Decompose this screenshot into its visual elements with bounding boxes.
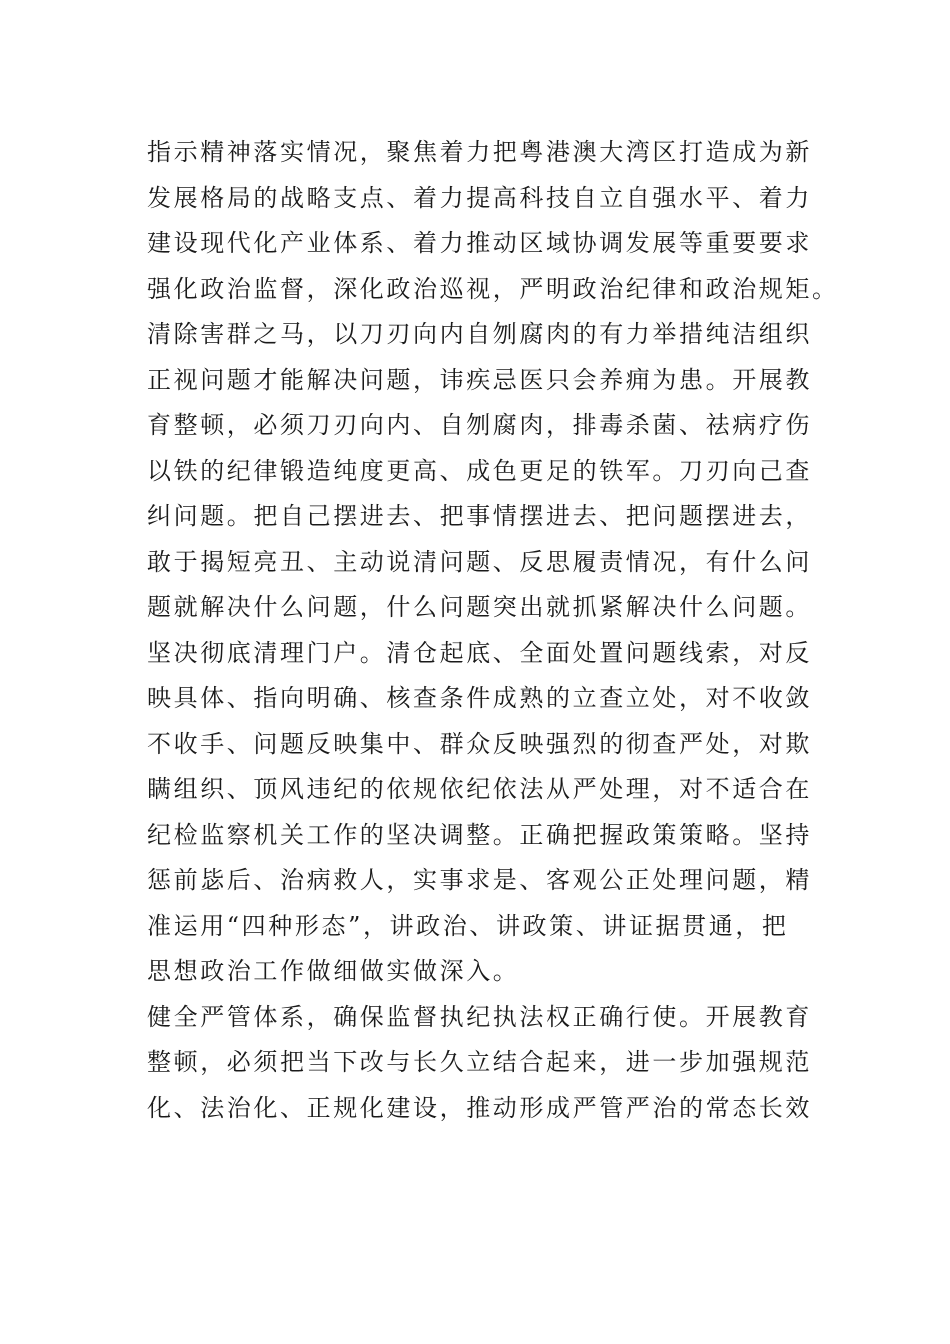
text-line: 思想政治工作做细做实做深入。: [147, 957, 520, 985]
text-line: 准运用“四种形态”，讲政治、讲政策、讲证据贯通，把: [147, 911, 789, 940]
text-line: 化、法治化、正规化建设，推动形成严管严治的常态长效: [147, 1093, 812, 1122]
text-line: 发展格局的战略支点、着力提高科技自立自强水平、着力: [147, 183, 812, 212]
text-line: 瞒组织、顶风违纪的依规依纪依法从严处理，对不适合在: [147, 775, 812, 803]
body-text: [147, 130, 839, 1131]
text-line: 整顿，必须把当下改与长久立结合起来，进一步加强规范: [147, 1048, 812, 1076]
text-line: 建设现代化产业体系、着力推动区域协调发展等重要要求: [147, 229, 812, 257]
text-line: 惩前毖后、治病救人，实事求是、客观公正处理问题，精: [147, 866, 812, 894]
text-line: 健全严管体系，确保监督执纪执法权正确行使。开展教育: [147, 1002, 812, 1031]
text-line: 强化政治监督，深化政治巡视，严明政治纪律和政治规矩。: [147, 274, 839, 303]
text-line: 指示精神落实情况，聚焦着力把粤港澳大湾区打造成为新: [147, 138, 812, 166]
text-line: 以铁的纪律锻造纯度更高、成色更足的铁军。刀刃向己查: [147, 456, 812, 485]
text-line: 育整顿，必须刀刃向内、自刎腐肉，排毒杀菌、祛病疗伤: [147, 411, 812, 439]
text-line: 题就解决什么问题，什么问题突出就抓紧解决什么问题。: [147, 593, 812, 621]
text-line: 清除害群之马，以刀刃向内自刎腐肉的有力举措纯洁组织: [147, 320, 812, 348]
text-line: 纠问题。把自己摆进去、把事情摆进去、把问题摆进去，: [147, 502, 812, 530]
text-line: 敢于揭短亮丑、主动说清问题、反思履责情况，有什么问: [147, 547, 812, 576]
text-line: 正视问题才能解决问题，讳疾忌医只会养痈为患。开展教: [147, 365, 812, 394]
text-line: 纪检监察机关工作的坚决调整。正确把握政策策略。坚持: [147, 820, 812, 849]
text-line: 坚决彻底清理门户。清仓起底、全面处置问题线索，对反: [147, 638, 812, 667]
text-line: 映具体、指向明确、核查条件成熟的立查立处，对不收敛: [147, 684, 812, 712]
text-line: 不收手、问题反映集中、群众反映强烈的彻查严处，对欺: [147, 729, 812, 758]
